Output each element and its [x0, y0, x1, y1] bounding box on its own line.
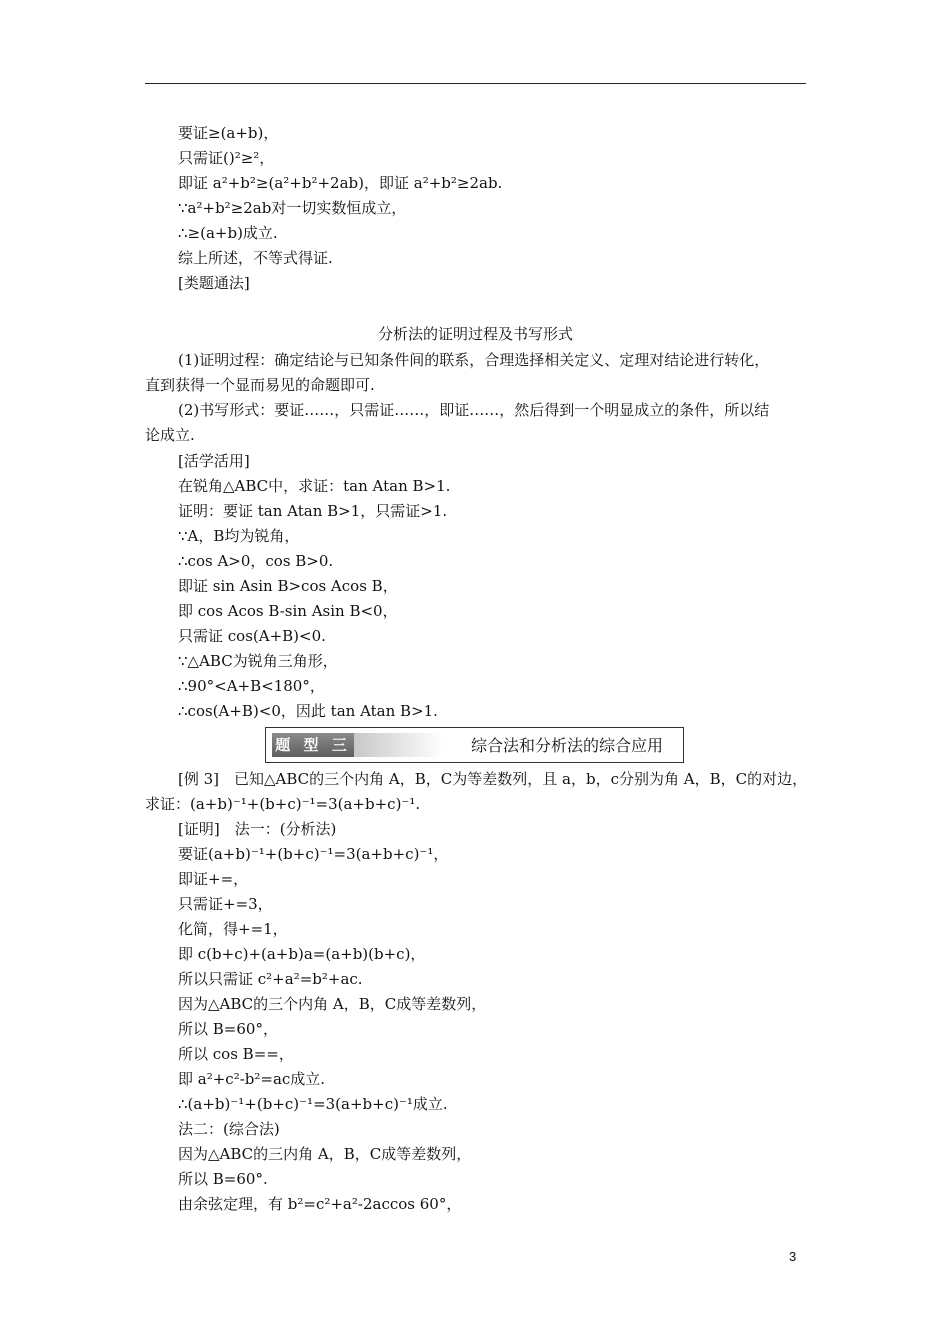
header-rule	[145, 83, 806, 84]
text-line: 只需证 cos(A+B)<0.	[178, 627, 326, 645]
text-line: 即证 a²+b²≥(a²+b²+2ab)，即证 a²+b²≥2ab.	[178, 174, 503, 192]
text-line: 法二：(综合法)	[178, 1120, 280, 1138]
text-line: 由余弦定理，有 b²=c²+a²-2accos 60°，	[178, 1195, 462, 1213]
text-line: ∴cos(A+B)<0，因此 tan Atan B>1.	[178, 702, 438, 720]
text-line: ∴≥(a+b)成立.	[178, 224, 278, 242]
section-title: 分析法的证明过程及书写形式	[377, 325, 573, 343]
text-line: ∴cos A>0，cos B>0.	[178, 552, 334, 570]
text-line: 证明：要证 tan Atan B>1，只需证>1.	[178, 502, 448, 520]
topic-title: 综合法和分析法的综合应用	[471, 736, 664, 755]
text-line: 即证 sin Asin B>cos Acos B，	[178, 577, 398, 595]
page-number: 3	[789, 1249, 797, 1264]
text-line: 综上所述，不等式得证.	[178, 249, 333, 267]
section-tag: [类题通法]	[178, 274, 250, 292]
text-line: ∵A，B均为锐角，	[178, 527, 300, 545]
text-line: ∵a²+b²≥2ab对一切实数恒成立，	[178, 199, 407, 217]
text-line: ∴90°<A+B<180°，	[178, 677, 325, 695]
text-line: 因为△ABC的三个内角 A，B，C成等差数列，	[178, 995, 487, 1013]
example-line: 求证：(a+b)⁻¹+(b+c)⁻¹=3(a+b+c)⁻¹.	[145, 795, 421, 813]
example-line: [例 3] 已知△ABC的三个内角 A，B，C为等差数列，且 a，b，c分别为角 A，B，C的对边，	[178, 770, 808, 788]
text-line: 所以只需证 c²+a²=b²+ac.	[178, 970, 363, 988]
text-line: 所以 B=60°.	[178, 1170, 268, 1188]
text-line: [证明] 法一：(分析法)	[178, 820, 337, 838]
text-line: ∵△ABC为锐角三角形，	[178, 652, 338, 670]
text-line: 直到获得一个显而易见的命题即可.	[145, 376, 375, 394]
text-line: 要证(a+b)⁻¹+(b+c)⁻¹=3(a+b+c)⁻¹，	[178, 845, 449, 863]
text-line: ∴(a+b)⁻¹+(b+c)⁻¹=3(a+b+c)⁻¹成立.	[178, 1095, 448, 1113]
text-line: 因为△ABC的三内角 A，B，C成等差数列，	[178, 1145, 472, 1163]
section-tag: [活学活用]	[178, 452, 250, 470]
text-line: 要证≥(a+b)，	[178, 124, 279, 142]
text-line: (2)书写形式：要证……，只需证……，即证……，然后得到一个明显成立的条件，所以结	[178, 401, 770, 419]
text-line: 论成立.	[145, 426, 195, 444]
text-line: 化简，得+=1，	[178, 920, 288, 938]
text-line: (1)证明过程：确定结论与已知条件间的联系，合理选择相关定义、定理对结论进行转化，	[178, 351, 770, 369]
text-line: 即证+=，	[178, 870, 249, 888]
text-line: 所以 cos B==，	[178, 1045, 294, 1063]
topic-badge: 题 型 三	[272, 733, 354, 757]
text-line: 即 a²+c²-b²=ac成立.	[178, 1070, 326, 1088]
badge-shade	[354, 733, 444, 757]
text-line: 只需证+=3，	[178, 895, 273, 913]
topic-heading-box	[265, 727, 684, 763]
text-line: 只需证()²≥²，	[178, 149, 275, 167]
text-line: 即 cos Acos B-sin Asin B<0，	[178, 602, 398, 620]
text-line: 在锐角△ABC中，求证：tan Atan B>1.	[178, 477, 451, 495]
text-line: 所以 B=60°，	[178, 1020, 278, 1038]
text-line: 即 c(b+c)+(a+b)a=(a+b)(b+c)，	[178, 945, 426, 963]
